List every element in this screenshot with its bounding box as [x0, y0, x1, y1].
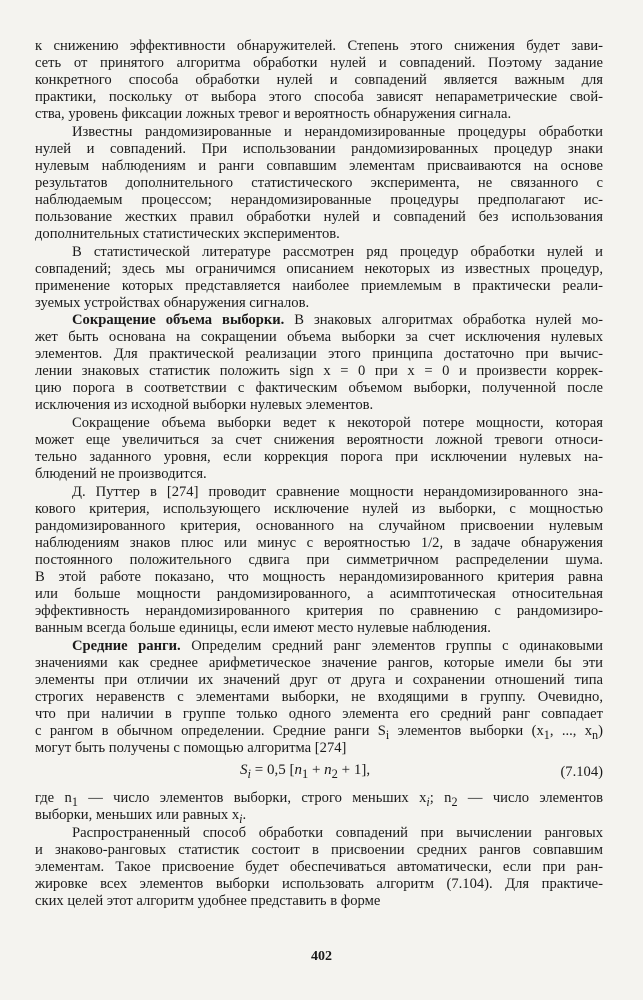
text-line: Сокращение объема выборки. В знаковых алгоритмах обработка нулей мо- — [72, 312, 603, 328]
text-line: к снижению эффективности обнаружителей. Степень этого снижения будет зави- — [35, 38, 603, 54]
text-line: нулей и совпадений. При использовании рандомизированных процедур знаки — [35, 141, 603, 157]
text-line: сеть от принятого алгоритма обработки нулей и совпадений. Поэтому задание — [35, 55, 603, 71]
text-line: Сокращение объема выборки ведет к некоторой потере мощности, которая — [72, 415, 603, 431]
text-line: блюдений не производится. — [35, 466, 207, 482]
text-line: рандомизированного критерия, основанного на случайном присвоении нулевым — [35, 518, 603, 534]
text-line: ванным всегда больше единицы, если имеют место нулевые наблюдения. — [35, 620, 491, 636]
text-line: совпадений; здесь мы ограничимся описанием некоторых из известных процедур, — [35, 261, 603, 277]
text-line: и знаково-ранговых статистик состоит в присвоении средних рангов совпавшим — [35, 842, 603, 858]
text-line: элементам. Такое присвоение будет обеспечиваться автоматически, если при ран- — [35, 859, 603, 875]
text-line: с рангом в обычном определении. Средние ранги $S_i$ элементов выборки ($x_1$, ..., $x_n$) — [35, 723, 603, 742]
text-line: значениями как среднее арифметическое значение рангов, которые имели бы эти — [35, 655, 603, 671]
text-line: или больше мощности рандомизированного, а асимптотическая относительная — [35, 586, 603, 602]
text-line: применение которых представляется наиболее приемлемым в практически реали- — [35, 278, 603, 294]
section-heading: Сокращение объема выборки. — [72, 312, 285, 328]
text-line: элементы при отличии их значений друг от друга и сохранении отношений типа — [35, 672, 603, 688]
text-line: пользование жестких правил обработки нулей и совпадений без использования — [35, 209, 603, 225]
text-line: Д. Путтер в [274] проводит сравнение мощности нерандомизированного зна- — [72, 484, 603, 500]
text-line: выборки, меньших или равных $x_i$. — [35, 807, 247, 826]
text-line: ства, уровень фиксации ложных тревог и вероятность обнаружения сигнала. — [35, 106, 512, 122]
text-line: наблюдениям знаков плюс или минус с вероятностью 1/2, в задаче обнаружения — [35, 535, 603, 551]
text-line: ских целей этот алгоритм удобнее представить в форме — [35, 893, 381, 909]
text-line: нулевым наблюдениям и ранги совпавшим элементам присваиваются на основе — [35, 158, 603, 174]
text-line: тельно заданного уровня, если коррекция порога при исключении нулевых на- — [35, 449, 603, 465]
text-line: строгих неравенств с элементами выборки, не входящими в группу. Очевидно, — [35, 689, 603, 705]
text-line: исключения из исходной выборки нулевых элементов. — [35, 397, 374, 413]
text-line: жировке всех элементов выборки использовать алгоритм (7.104). Для практиче- — [35, 876, 603, 892]
text-line: лении знаковых статистик положить sign x = 0 при x = 0 и произвести коррек- — [35, 363, 603, 379]
text-line: элементов. Для практической реализации этого принципа достаточно при вычис- — [35, 346, 603, 362]
text-line: В статистической литературе рассмотрен ряд процедур обработки нулей и — [72, 244, 603, 260]
text-line: В этой работе показано, что мощность нерандомизированного критерия равна — [35, 569, 603, 585]
text-line: Средние ранги. Определим средний ранг элементов группы с одинаковыми — [72, 638, 603, 654]
text-line: постоянного положительного сдвига при симметричном распределении шума. — [35, 552, 603, 568]
text-line: что при наличии в группе только одного элемента его средний ранг совпадает — [35, 706, 603, 722]
equation-number: (7.104) — [560, 764, 603, 780]
equation-7-104: $S_i = 0,5$ $[n_1 + n_2 + 1]$, — [240, 762, 371, 781]
text-line: цию порога в соответствии с фактическим объемом выборки, полученной после — [35, 380, 603, 396]
text-line: эффективность нерандомизированного критерия по сравнению с рандомизиро- — [35, 603, 603, 619]
text-line: наблюдаемым процессом; нерандомизированные процедуры предполагают ис- — [35, 192, 603, 208]
section-heading: Средние ранги. — [72, 638, 181, 654]
text-line: дополнительных статистических экспериментов. — [35, 226, 340, 242]
text-line: Распространенный способ обработки совпадений при вычислении ранговых — [72, 825, 603, 841]
text-line: кового критерия, использующего исключение нулей из выборки, с мощностью — [35, 501, 603, 517]
text-line: жет быть основана на сокращении объема выборки за счет исключения нулевых — [35, 329, 603, 345]
page-number: 402 — [311, 949, 332, 964]
text-line: результатов дополнительного статистического эксперимента, не связанного с — [35, 175, 603, 191]
text-line: где $n_1$ — число элементов выборки, строго меньших $x_i$; $n_2$ — число элементов — [35, 790, 604, 809]
text-line: могут быть получены с помощью алгоритма [274] — [35, 740, 347, 756]
text-line: может еще увеличиться за счет снижения вероятности ложной тревоги относи- — [35, 432, 603, 448]
text-line: Известны рандомизированные и нерандомизированные процедуры обработки — [72, 124, 603, 140]
text-line: зуемых устройствах обнаружения сигналов. — [35, 295, 310, 311]
text-line: конкретного способа обработки нулей и совпадений является важным для — [35, 72, 603, 88]
text-line: практики, поскольку от выбора этого способа зависят непараметрические свой- — [35, 89, 603, 105]
